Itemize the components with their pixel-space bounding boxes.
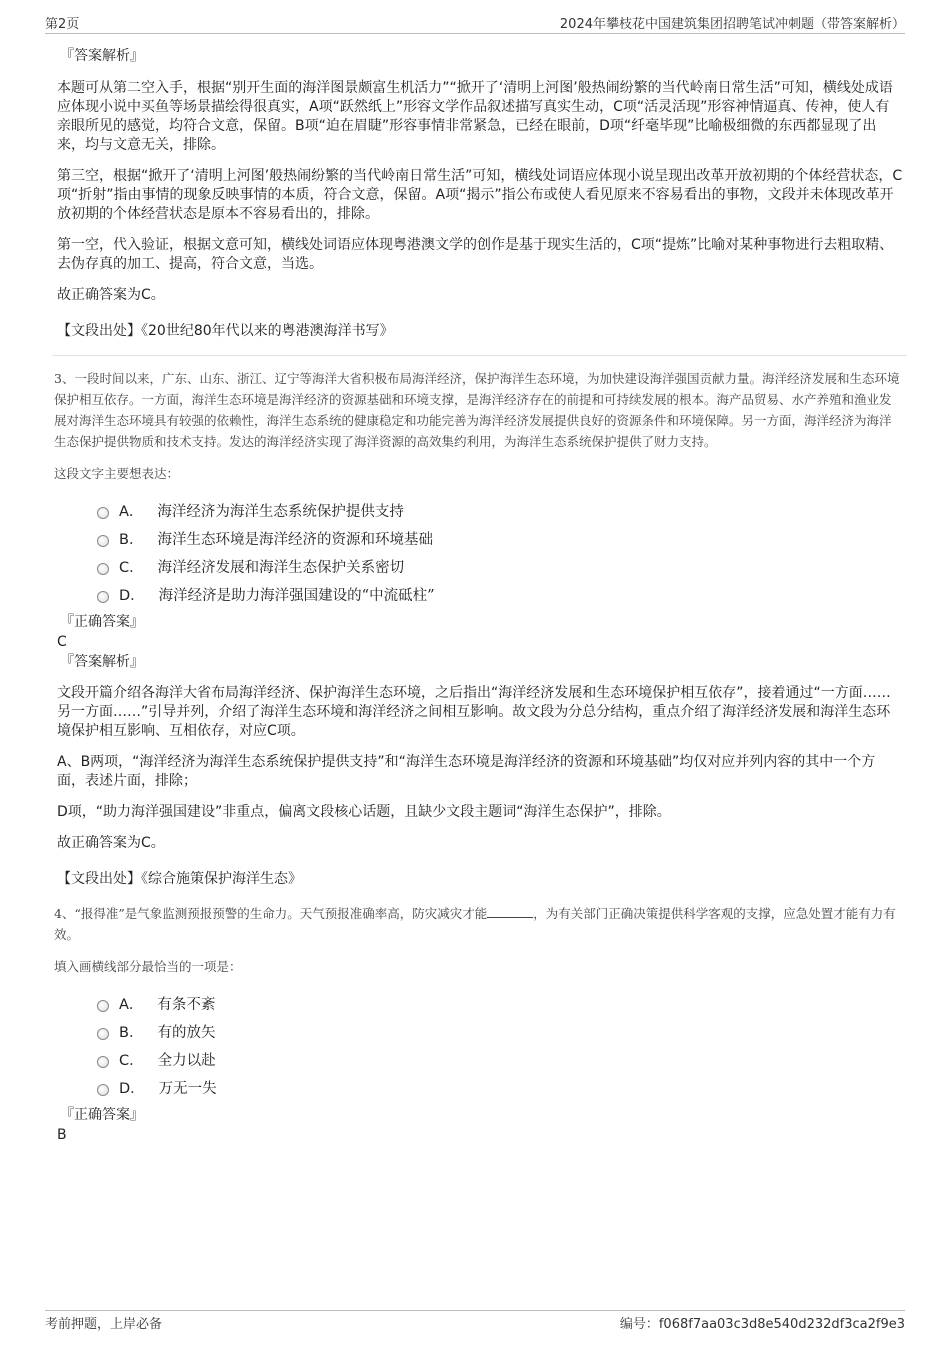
option-letter: B． [119, 1024, 144, 1041]
analysis-paragraph: 第三空，根据“掀开了‘清明上河图’般热闹纷繁的当代岭南日常生活”可知，横线处词语应体现小说呈现出改革开放初期的个体经营状态，C项“折射”指由事情的现象反映事情的本质，符合文意，保留。A项“揭示”指公布或使人看见原来不容易看出的事物，文段并未体现改革开放初期的个体经营状态是原本不容易看出的，排除。 [57, 168, 903, 222]
analysis-label: 『答案解析』 [60, 654, 144, 670]
option-letter: C． [119, 559, 144, 576]
radio-button[interactable] [97, 507, 109, 519]
code-label: 编号： [619, 1317, 659, 1332]
analysis-paragraph: 本题可从第二空入手，根据“别开生面的海洋图景颇富生机活力”“掀开了‘清明上河图’般热闹纷繁的当代岭南日常生活”可知，横线处成语应体现小说中买鱼等场景描绘得很真实，A项“跃然纸上”形容文学作品叙述描写真实生动，C项“活灵活现”形容神情逼真、传神，使人有亲眼所见的感觉，均符合文意，保留。B项“迫在眉睫”形容事情非常紧急，已经在眼前，D项“纤毫毕现”比喻极细微的东西都显现了出来，均与文意无关，排除。 [57, 80, 893, 153]
question-text [54, 903, 903, 945]
page-number: 第2页 [45, 17, 80, 32]
option-d[interactable] [97, 1073, 903, 1101]
option-text: 海洋经济发展和海洋生态保护关系密切 [157, 559, 405, 576]
option-a[interactable] [97, 989, 903, 1017]
option-list [97, 989, 903, 1101]
option-text: 海洋经济是助力海洋强国建设的“中流砥柱” [158, 587, 435, 604]
radio-button[interactable] [97, 1000, 109, 1012]
analysis-conclusion: 故正确答案为C。 [57, 287, 165, 303]
option-letter: A． [119, 996, 144, 1013]
option-text: 有条不紊 [157, 996, 216, 1013]
option-text: 全力以赴 [157, 1052, 216, 1069]
code-value: f068f7aa03c3d8e540d232df3ca2f9e3 [658, 1317, 905, 1332]
radio-button[interactable] [97, 563, 109, 575]
passage-source: 【文段出处】《综合施策保护海洋生态》 [57, 871, 302, 887]
analysis-paragraph: A、B两项，“海洋经济为海洋生态系统保护提供支持”和“海洋生态环境是海洋经济的资源和环境基础”均仅对应并列内容的其中一个方面，表述片面，排除； [57, 754, 876, 789]
option-letter: A． [119, 503, 144, 520]
option-b[interactable] [97, 1017, 903, 1045]
option-b[interactable] [97, 524, 903, 552]
option-text: 有的放矢 [157, 1024, 216, 1041]
question-text: 3、一段时间以来，广东、山东、浙江、辽宁等海洋大省积极布局海洋经济，保护海洋生态环境，为加快建设海洋强国贡献力量。海洋经济发展和生态环境保护相互依存。一方面，海洋生态环境是海洋经济的资源基础和环境支撑，是海洋经济存在的前提和可持续发展的根本。海产品贸易、水产养殖和渔业发展对海洋生态环境具有较强的依赖性，海洋生态系统的健康稳定和功能完善为海洋经济发展提供良好的资源条件和环境保障。另一方面，海洋经济为海洋生态保护提供物质和技术支持。发达的海洋经济实现了海洋资源的高效集约利用，为海洋生态系统保护提供了财力支持。 [54, 371, 900, 449]
option-c[interactable] [97, 552, 903, 580]
page-footer [45, 1310, 905, 1334]
option-a[interactable] [97, 496, 903, 524]
option-d[interactable] [97, 580, 903, 608]
option-letter: D． [119, 587, 145, 604]
option-text: 海洋生态环境是海洋经济的资源和环境基础 [157, 531, 433, 548]
fill-blank [487, 904, 533, 918]
page-content [54, 46, 903, 1145]
correct-answer-value: B [57, 1127, 67, 1143]
analysis-label: 『答案解析』 [60, 48, 144, 64]
analysis-paragraph: 第一空，代入验证，根据文意可知，横线处词语应体现粤港澳文学的创作是基于现实生活的，C项“提炼”比喻对某种事物进行去粗取精、去伪存真的加工、提高，符合文意，当选。 [57, 237, 894, 272]
radio-button[interactable] [97, 1028, 109, 1040]
analysis-paragraph: 文段开篇介绍各海洋大省布局海洋经济、保护海洋生态环境，之后指出“海洋经济发展和生态环境保护相互依存”，接着通过“一方面……另一方面……”引导并列，介绍了海洋生态环境和海洋经济之间相互影响。故文段为分总分结构，重点介绍了海洋经济发展和海洋生态环境保护相互影响、互相依存，对应C项。 [57, 685, 891, 739]
analysis-paragraph: D项，“助力海洋强国建设”非重点，偏离文段核心话题，且缺少文段主题词“海洋生态保护”，排除。 [57, 804, 671, 820]
option-letter: C． [119, 1052, 144, 1069]
option-letter: B． [119, 531, 144, 548]
option-list [97, 496, 903, 608]
option-letter: D． [119, 1080, 145, 1097]
question-prompt: 这段文字主要想表达： [54, 466, 180, 481]
radio-button[interactable] [97, 591, 109, 603]
passage-source: 【文段出处】《20世纪80年代以来的粤港澳海洋书写》 [57, 323, 394, 339]
footer-slogan: 考前押题，上岸必备 [45, 1317, 163, 1332]
radio-button[interactable] [97, 1084, 109, 1096]
question-prompt: 填入画横线部分最恰当的一项是： [54, 959, 242, 974]
radio-button[interactable] [97, 535, 109, 547]
option-c[interactable] [97, 1045, 903, 1073]
document-title: 2024年攀枝花中国建筑集团招聘笔试冲刺题（带答案解析） [559, 17, 905, 32]
correct-answer-label: 『正确答案』 [60, 1107, 144, 1123]
document-code [620, 1313, 905, 1332]
correct-answer-value: C [57, 634, 67, 650]
option-text: 万无一失 [158, 1080, 217, 1097]
question-text-after-blank: ，为有关部门正确决策提供科学客观的支撑，应急处置才能有力有效。 [54, 906, 896, 942]
option-text: 海洋经济为海洋生态系统保护提供支持 [157, 503, 404, 520]
analysis-conclusion: 故正确答案为C。 [57, 835, 165, 851]
question-text-before-blank: 4、“报得准”是气象监测预报预警的生命力。天气预报准确率高，防灾减灾才能 [54, 906, 488, 921]
correct-answer-label: 『正确答案』 [60, 614, 144, 630]
page-header [45, 12, 905, 34]
radio-button[interactable] [97, 1056, 109, 1068]
